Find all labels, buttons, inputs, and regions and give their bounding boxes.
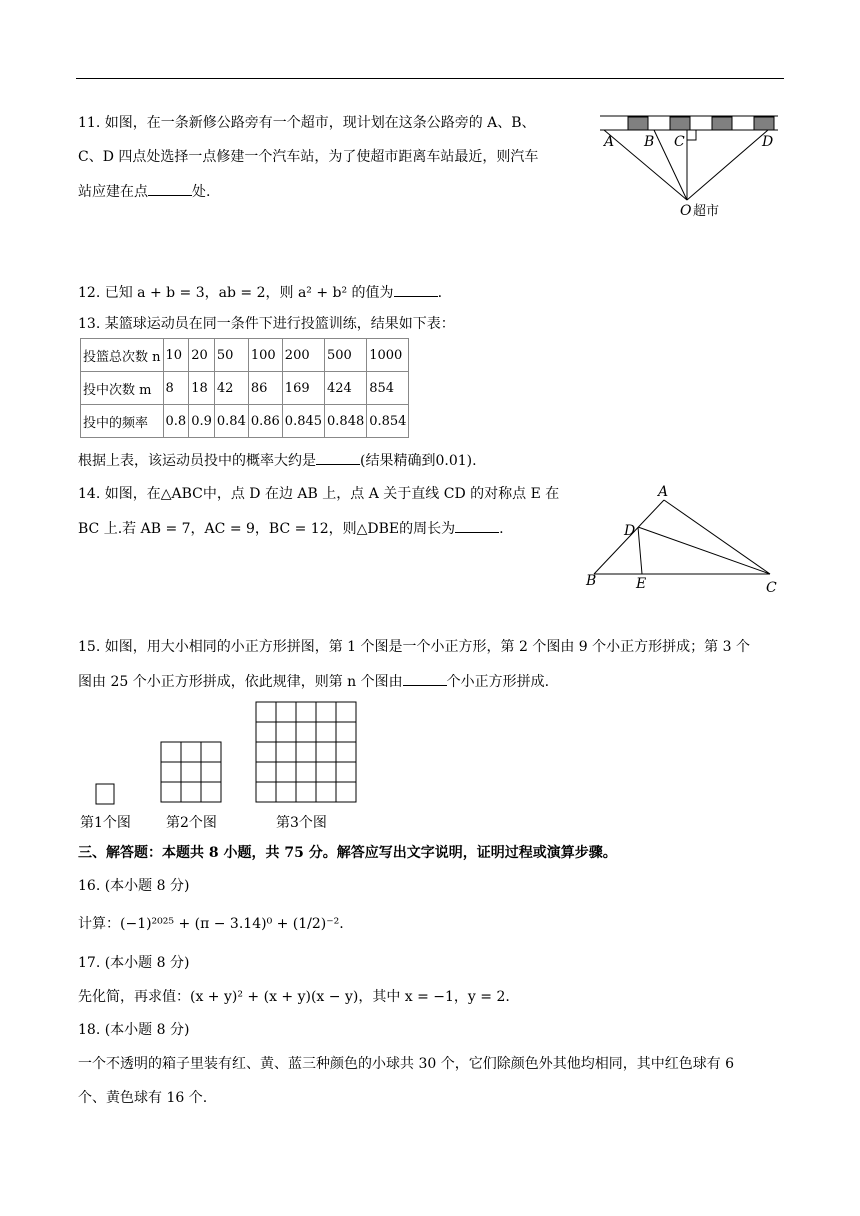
q13-intro: 13. 某篮球运动员在同一条件下进行投篮训练，结果如下表：: [78, 316, 455, 332]
table-cell: 18: [189, 372, 215, 405]
table-cell: 86: [248, 372, 282, 405]
q16-head: 16. (本小题 8 分): [78, 878, 190, 894]
grid-cell: [276, 782, 296, 802]
grid-cell: [316, 722, 336, 742]
road-block: [712, 117, 732, 130]
grid-cell: [316, 742, 336, 762]
q18-line2: 个、黄色球有 16 个.: [78, 1090, 208, 1106]
grid-cell: [256, 762, 276, 782]
label-B: B: [644, 134, 655, 150]
table-cell: 投中的频率: [81, 405, 164, 438]
table-cell: 0.9: [189, 405, 215, 438]
label-A: A: [658, 484, 669, 500]
header-rule: [76, 78, 784, 79]
section3-heading: 三、解答题：本题共 8 小题，共 75 分。解答应写出文字说明，证明过程或演算步骤。: [78, 845, 617, 861]
label-A: A: [604, 134, 615, 150]
figure1-square: [96, 784, 114, 804]
label-C: C: [766, 580, 777, 596]
grid-cell: [181, 762, 201, 782]
caption-fig2: 第2个图: [166, 815, 217, 831]
label-supermarket: 超市: [693, 204, 720, 219]
table-cell: 854: [367, 372, 409, 405]
table-cell: 424: [325, 372, 367, 405]
answer-blank: [148, 181, 192, 196]
q11-line2: C、D 四点处选择一点修建一个汽车站，为了使超市距离车站最近，则汽车: [78, 149, 539, 165]
q17-head: 17. (本小题 8 分): [78, 955, 190, 971]
grid-cell: [316, 762, 336, 782]
grid-cell: [316, 782, 336, 802]
q11-line3: [78, 181, 210, 202]
q13-after-pre: 根据上表，该运动员投中的概率大约是: [78, 453, 316, 469]
q15-line2-post: 个小正方形拼成.: [446, 674, 550, 690]
table-row: [81, 372, 409, 405]
caption-fig1: 第1个图: [80, 815, 131, 831]
label-C: C: [674, 134, 685, 150]
label-O: O: [680, 203, 692, 219]
caption-fig3: 第3个图: [276, 815, 327, 831]
q11-line3-pre: 站应建在点: [78, 184, 148, 200]
grid-cell: [181, 742, 201, 762]
grid-cell: [296, 742, 316, 762]
grid-cell: [296, 762, 316, 782]
label-B: B: [586, 573, 597, 589]
table-cell: 0.84: [214, 405, 248, 438]
table-cell: 200: [282, 339, 324, 372]
grid-cell: [181, 782, 201, 802]
table-cell: 0.854: [367, 405, 409, 438]
q11-line1: 11. 如图，在一条新修公路旁有一个超市，现计划在这条公路旁的 A、B、: [78, 115, 536, 131]
grid-cell: [296, 782, 316, 802]
table-row: [81, 405, 409, 438]
q15-square-figures: [80, 700, 370, 808]
table-cell: 169: [282, 372, 324, 405]
q11-road-figure: [596, 108, 786, 220]
road-block: [628, 117, 648, 130]
grid-cell: [316, 702, 336, 722]
figure3-grid: [256, 702, 356, 802]
table-cell: 100: [248, 339, 282, 372]
grid-cell: [336, 742, 356, 762]
q14-line1: 14. 如图，在△ABC中，点 D 在边 AB 上，点 A 关于直线 CD 的对称点 E 在: [78, 486, 560, 502]
grid-cell: [336, 722, 356, 742]
label-E: E: [636, 576, 647, 592]
q11-line3-post: 处.: [192, 184, 211, 200]
grid-cell: [201, 762, 221, 782]
label-D: D: [624, 523, 636, 539]
grid-cell: [161, 782, 181, 802]
table-cell: 10: [163, 339, 189, 372]
grid-cell: [256, 742, 276, 762]
q14-line2-pre: BC 上.若 AB = 7，AC = 9，BC = 12，则△DBE的周长为: [78, 521, 456, 537]
q15-line2-pre: 图由 25 个小正方形拼成，依此规律，则第 n 个图由: [78, 674, 403, 690]
grid-cell: [276, 762, 296, 782]
answer-blank: [394, 282, 438, 297]
grid-cell: [161, 762, 181, 782]
table-cell: 42: [214, 372, 248, 405]
answer-blank: [403, 671, 447, 686]
grid-cell: [161, 742, 181, 762]
table-cell: 0.86: [248, 405, 282, 438]
table-cell: 1000: [367, 339, 409, 372]
table-cell: 50: [214, 339, 248, 372]
q15-line1: 15. 如图，用大小相同的小正方形拼图，第 1 个图是一个小正方形，第 2 个图由 9 个小正方形拼成；第 3 个: [78, 639, 750, 655]
road-block: [754, 117, 774, 130]
answer-blank: [316, 450, 360, 465]
figure2-grid: [161, 742, 221, 802]
grid-cell: [256, 782, 276, 802]
grid-cell: [336, 702, 356, 722]
table-cell: 20: [189, 339, 215, 372]
q13-table: [80, 338, 409, 438]
q12-line: [78, 282, 442, 303]
q13-after-post: (结果精确到0.01).: [360, 453, 477, 469]
q17-body: 先化简，再求值：(x + y)² + (x + y)(x − y)，其中 x = −1，y = 2.: [78, 989, 510, 1005]
grid-cell: [201, 742, 221, 762]
table-row: [81, 339, 409, 372]
q12-post: .: [437, 285, 443, 301]
grid-cell: [296, 702, 316, 722]
table-cell: 0.845: [282, 405, 324, 438]
grid-cell: [276, 742, 296, 762]
q14-line2: [78, 518, 504, 539]
q18-line1: 一个不透明的箱子里装有红、黄、蓝三种颜色的小球共 30 个，它们除颜色外其他均相同，其中红色球有 6: [78, 1056, 735, 1072]
table-cell: 投篮总次数 n: [81, 339, 164, 372]
label-D: D: [762, 134, 774, 150]
grid-cell: [201, 782, 221, 802]
q14-triangle-figure: [584, 482, 784, 598]
q14-line2-post: .: [499, 521, 504, 537]
answer-blank: [455, 518, 499, 533]
grid-cell: [276, 702, 296, 722]
road-block: [670, 117, 690, 130]
q13-after: [78, 450, 477, 471]
grid-cell: [256, 702, 276, 722]
table-cell: 0.848: [325, 405, 367, 438]
table-cell: 0.8: [163, 405, 189, 438]
grid-cell: [276, 722, 296, 742]
grid-cell: [336, 762, 356, 782]
q12-text: 12. 已知 a + b = 3，ab = 2，则 a² + b² 的值为: [78, 285, 394, 301]
grid-cell: [336, 782, 356, 802]
table-cell: 投中次数 m: [81, 372, 164, 405]
q16-body: 计算：(−1)²⁰²⁵ + (π − 3.14)⁰ + (1/2)⁻².: [78, 916, 344, 932]
q15-line2: [78, 671, 549, 692]
grid-cell: [256, 722, 276, 742]
grid-cell: [296, 722, 316, 742]
table-cell: 500: [325, 339, 367, 372]
table-cell: 8: [163, 372, 189, 405]
q18-head: 18. (本小题 8 分): [78, 1022, 190, 1038]
